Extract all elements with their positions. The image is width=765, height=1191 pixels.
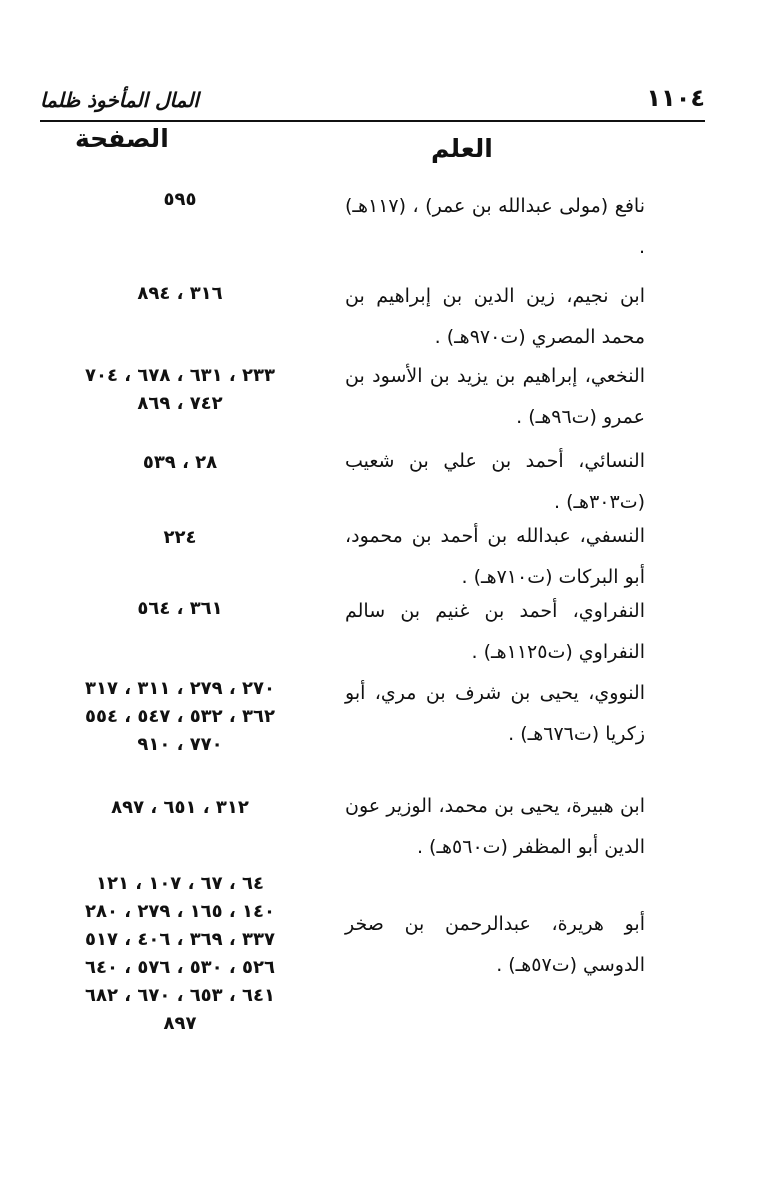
- entry-pages: ٥٩٥: [163, 189, 197, 210]
- entry-pages: ٣٦١ ، ٥٦٤: [137, 598, 223, 619]
- entry-name: النسائي، أحمد بن علي بن شعيب (ت٣٠٣هـ) .: [345, 450, 645, 513]
- page-number: ١١٠٤: [646, 84, 705, 112]
- header-rule: [40, 120, 705, 122]
- entry-name: أبو هريرة، عبدالرحمن بن صخر الدوسي (ت٥٧هـ) .: [345, 913, 645, 976]
- column-header-pages: الصفحة: [75, 124, 169, 153]
- entry-pages: ٢٣٣ ، ٦٣١ ، ٦٧٨ ، ٧٠٤ ٧٤٢ ، ٨٦٩: [85, 365, 275, 414]
- page-header: [40, 84, 705, 120]
- entry-pages: ٢٨ ، ٥٣٩: [142, 452, 218, 473]
- entry-pages: ٢٢٤: [163, 527, 197, 548]
- entry-name: ابن نجيم، زين الدين بن إبراهيم بن محمد المصري (ت٩٧٠هـ) .: [345, 285, 645, 348]
- entry-pages: ٢٧٠ ، ٢٧٩ ، ٣١١ ، ٣١٧ ٣٦٢ ، ٥٣٢ ، ٥٤٧ ، ٥٥٤ ٧٧٠ ، ٩١٠: [85, 678, 275, 755]
- entry-name: النخعي، إبراهيم بن يزيد بن الأسود بن عمرو (ت٩٦هـ) .: [345, 365, 645, 428]
- entry-name: ابن هبيرة، يحيى بن محمد، الوزير عون الدين أبو المظفر (ت٥٦٠هـ) .: [345, 795, 645, 858]
- entry-name: نافع (مولى عبدالله بن عمر) ، (١١٧هـ) .: [345, 195, 645, 258]
- entry-name: النسفي، عبدالله بن أحمد بن محمود، أبو البركات (ت٧١٠هـ) .: [345, 525, 645, 588]
- entry-name: النفراوي، أحمد بن غنيم بن سالم النفراوي (ت١١٢٥هـ) .: [345, 600, 645, 663]
- entry-pages: ٣١٢ ، ٦٥١ ، ٨٩٧: [111, 797, 249, 818]
- entry-pages: ٣١٦ ، ٨٩٤: [137, 283, 223, 304]
- entry-name: النووي، يحيى بن شرف بن مري، أبو زكريا (ت٦٧٦هـ) .: [345, 682, 645, 745]
- entry-pages: ٦٤ ، ٦٧ ، ١٠٧ ، ١٢١ ١٤٠ ، ١٦٥ ، ٢٧٩ ، ٢٨٠ ٣٣٧ ، ٣٦٩ ، ٤٠٦ ، ٥١٧ ٥٢٦ ، ٥٣٠ ، ٥٧٦ ، ٦٤٠ ٦٤١ ، ٦٥٣ ، ٦٧٠ ، ٦٨٢ ٨٩٧: [85, 873, 275, 1034]
- running-title: المال المأخوذ ظلما: [40, 88, 199, 112]
- column-header-name: العلم: [431, 134, 493, 163]
